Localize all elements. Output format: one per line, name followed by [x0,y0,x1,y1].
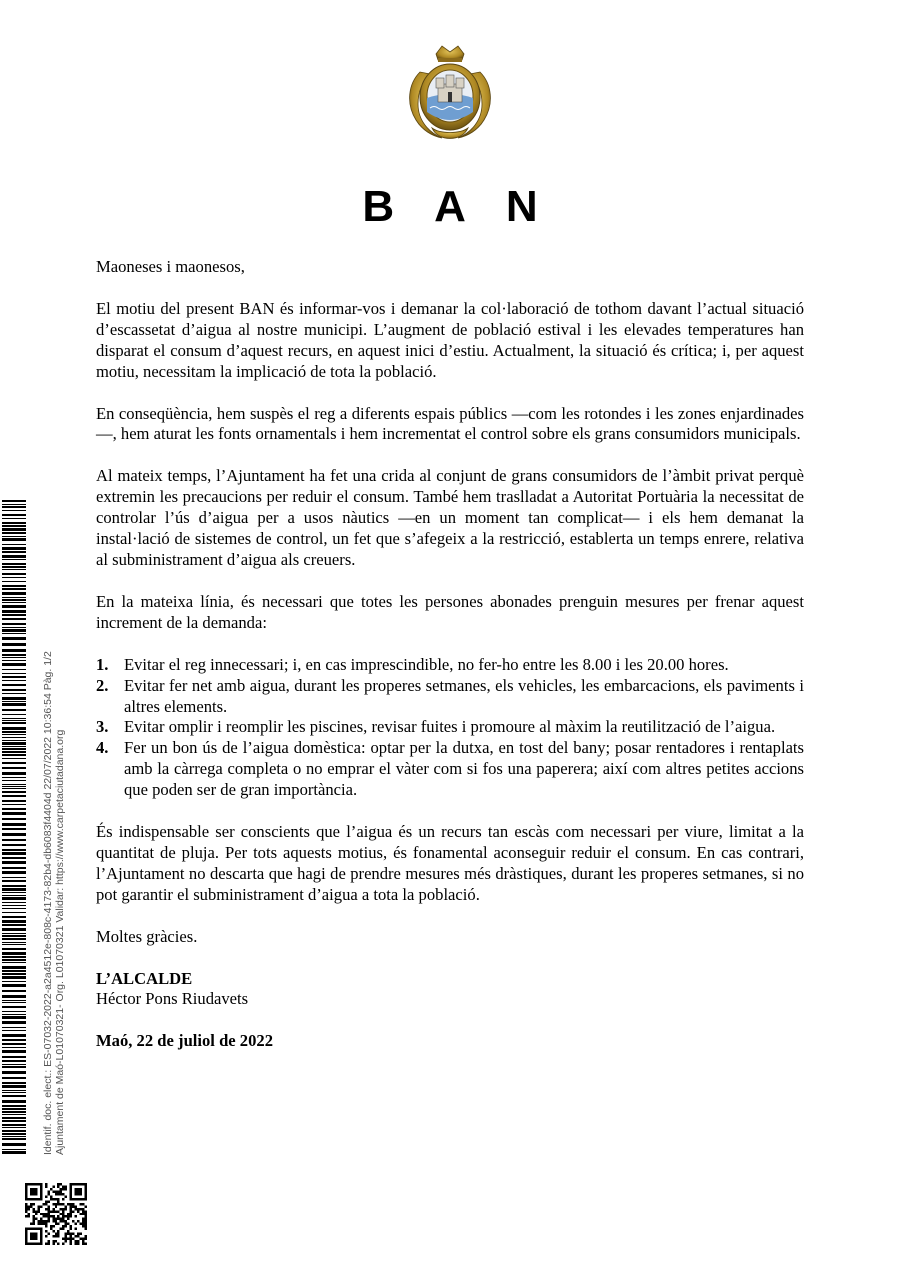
measures-list [96,655,804,801]
list-item-number: 3. [96,717,109,737]
paragraph-private-consumers: Al mateix temps, l’Ajuntament ha fet una crida al conjunt de grans consumidors de l’àmbit privat perquè extremin les precaucions per reduir el consum. També hem traslladat a Autoritat Portuària la necessitat de controlar l’ús d’aigua per a usos nàutics —en un moment tan complicat— i els hem demanat la instal·lació de sistemes de control, un fet que s’afegeix a la restricció, establerta un temps enrere, relativa al subministrament d’aigua als creuers. [96,466,804,569]
list-item-text: Evitar omplir i reomplir les piscines, revisar fuites i promoure al màxim la reutilització de l’aigua. [124,717,776,737]
list-item-text: Evitar el reg innecessari; i, en cas imprescindible, no fer-ho entre les 8.00 i les 20.00 hores. [124,654,729,674]
list-item [96,717,804,738]
paragraph-public-measures: En conseqüència, hem suspès el reg a diferents espais públics —com les rotondes i les zones enjardinades—, hem aturat les fonts ornamentals i hem incrementat el control sobre els grans consumidors municipals. [96,403,804,444]
signature-block [96,969,804,1011]
list-item-number: 4. [96,738,109,758]
document-body [96,257,804,1052]
list-item-text: Evitar fer net amb aigua, durant les properes setmanes, els vehicles, les embarcacions, els paviments i altres elements. [124,675,804,716]
document-identifier: Identif. doc. elect.: ES-07032-2022-a2a4512e-808c-4173-82b4-db6083f4404d 22/07/2022 10:36:54 Pàg. 1/2 [42,651,54,1155]
place-date: Maó, 22 de juliol de 2022 [96,1031,273,1051]
paragraph-closing: És indispensable ser conscients que l’aigua és un recurs tan escàs com necessari per viure, limitat a la quantitat de pluja. Per tots aquests motius, és fonamental aconseguir reduir el consum. En cas contrari, l’Ajuntament no descarta que hagi de prendre mesures més dràstiques, durant les properes setmanes, si no pot garantir el subministrament d’aigua a tota la població. [96,822,804,904]
paragraph-subscribers: En la mateixa línia, és necessari que totes les persones abonades prenguin mesures per frenar aquest increment de la demanda: [96,591,804,632]
validation-link[interactable]: Ajuntament de Maó-L01070321- Org. L01070321 Validar: https://www.carpetaciutadana.org [54,729,66,1155]
list-item-text: Fer un bon ús de l’aigua domèstica: optar per la dutxa, en tost del bany; posar rentadores i rentaplats amb la càrrega completa o no emprar el vàter com si fos una paperera; així com altres petites accions que poden ser de gran importància. [124,738,804,800]
list-item [96,738,804,801]
paragraph-intro: El motiu del present BAN és informar-vos i demanar la col·laboració de tothom davant l’actual situació d’escassetat d’aigua al nostre municipi. L’augment de població estival i les elevades temperatures han disparat el consum d’aquest recurs, en aquest inici d’estiu. Actualment, la situació és crítica; i, per aquest motiu, necessitam la implicació de tota la població. [96,298,804,381]
validation-margin-text [42,545,66,1155]
list-item-number: 1. [96,654,109,674]
town-coat-of-arms-icon [398,42,502,146]
list-item [96,655,804,676]
list-item [96,676,804,718]
greeting: Maoneses i maonesos, [96,257,245,276]
document-title: BAN [362,182,578,231]
signature-name: Héctor Pons Riudavets [96,989,249,1009]
qr-code-icon [25,1183,87,1245]
thanks: Moltes gràcies. [96,926,198,946]
signature-title: L’ALCALDE [96,968,193,988]
barcode-icon [2,500,26,1155]
list-item-number: 2. [96,675,109,695]
